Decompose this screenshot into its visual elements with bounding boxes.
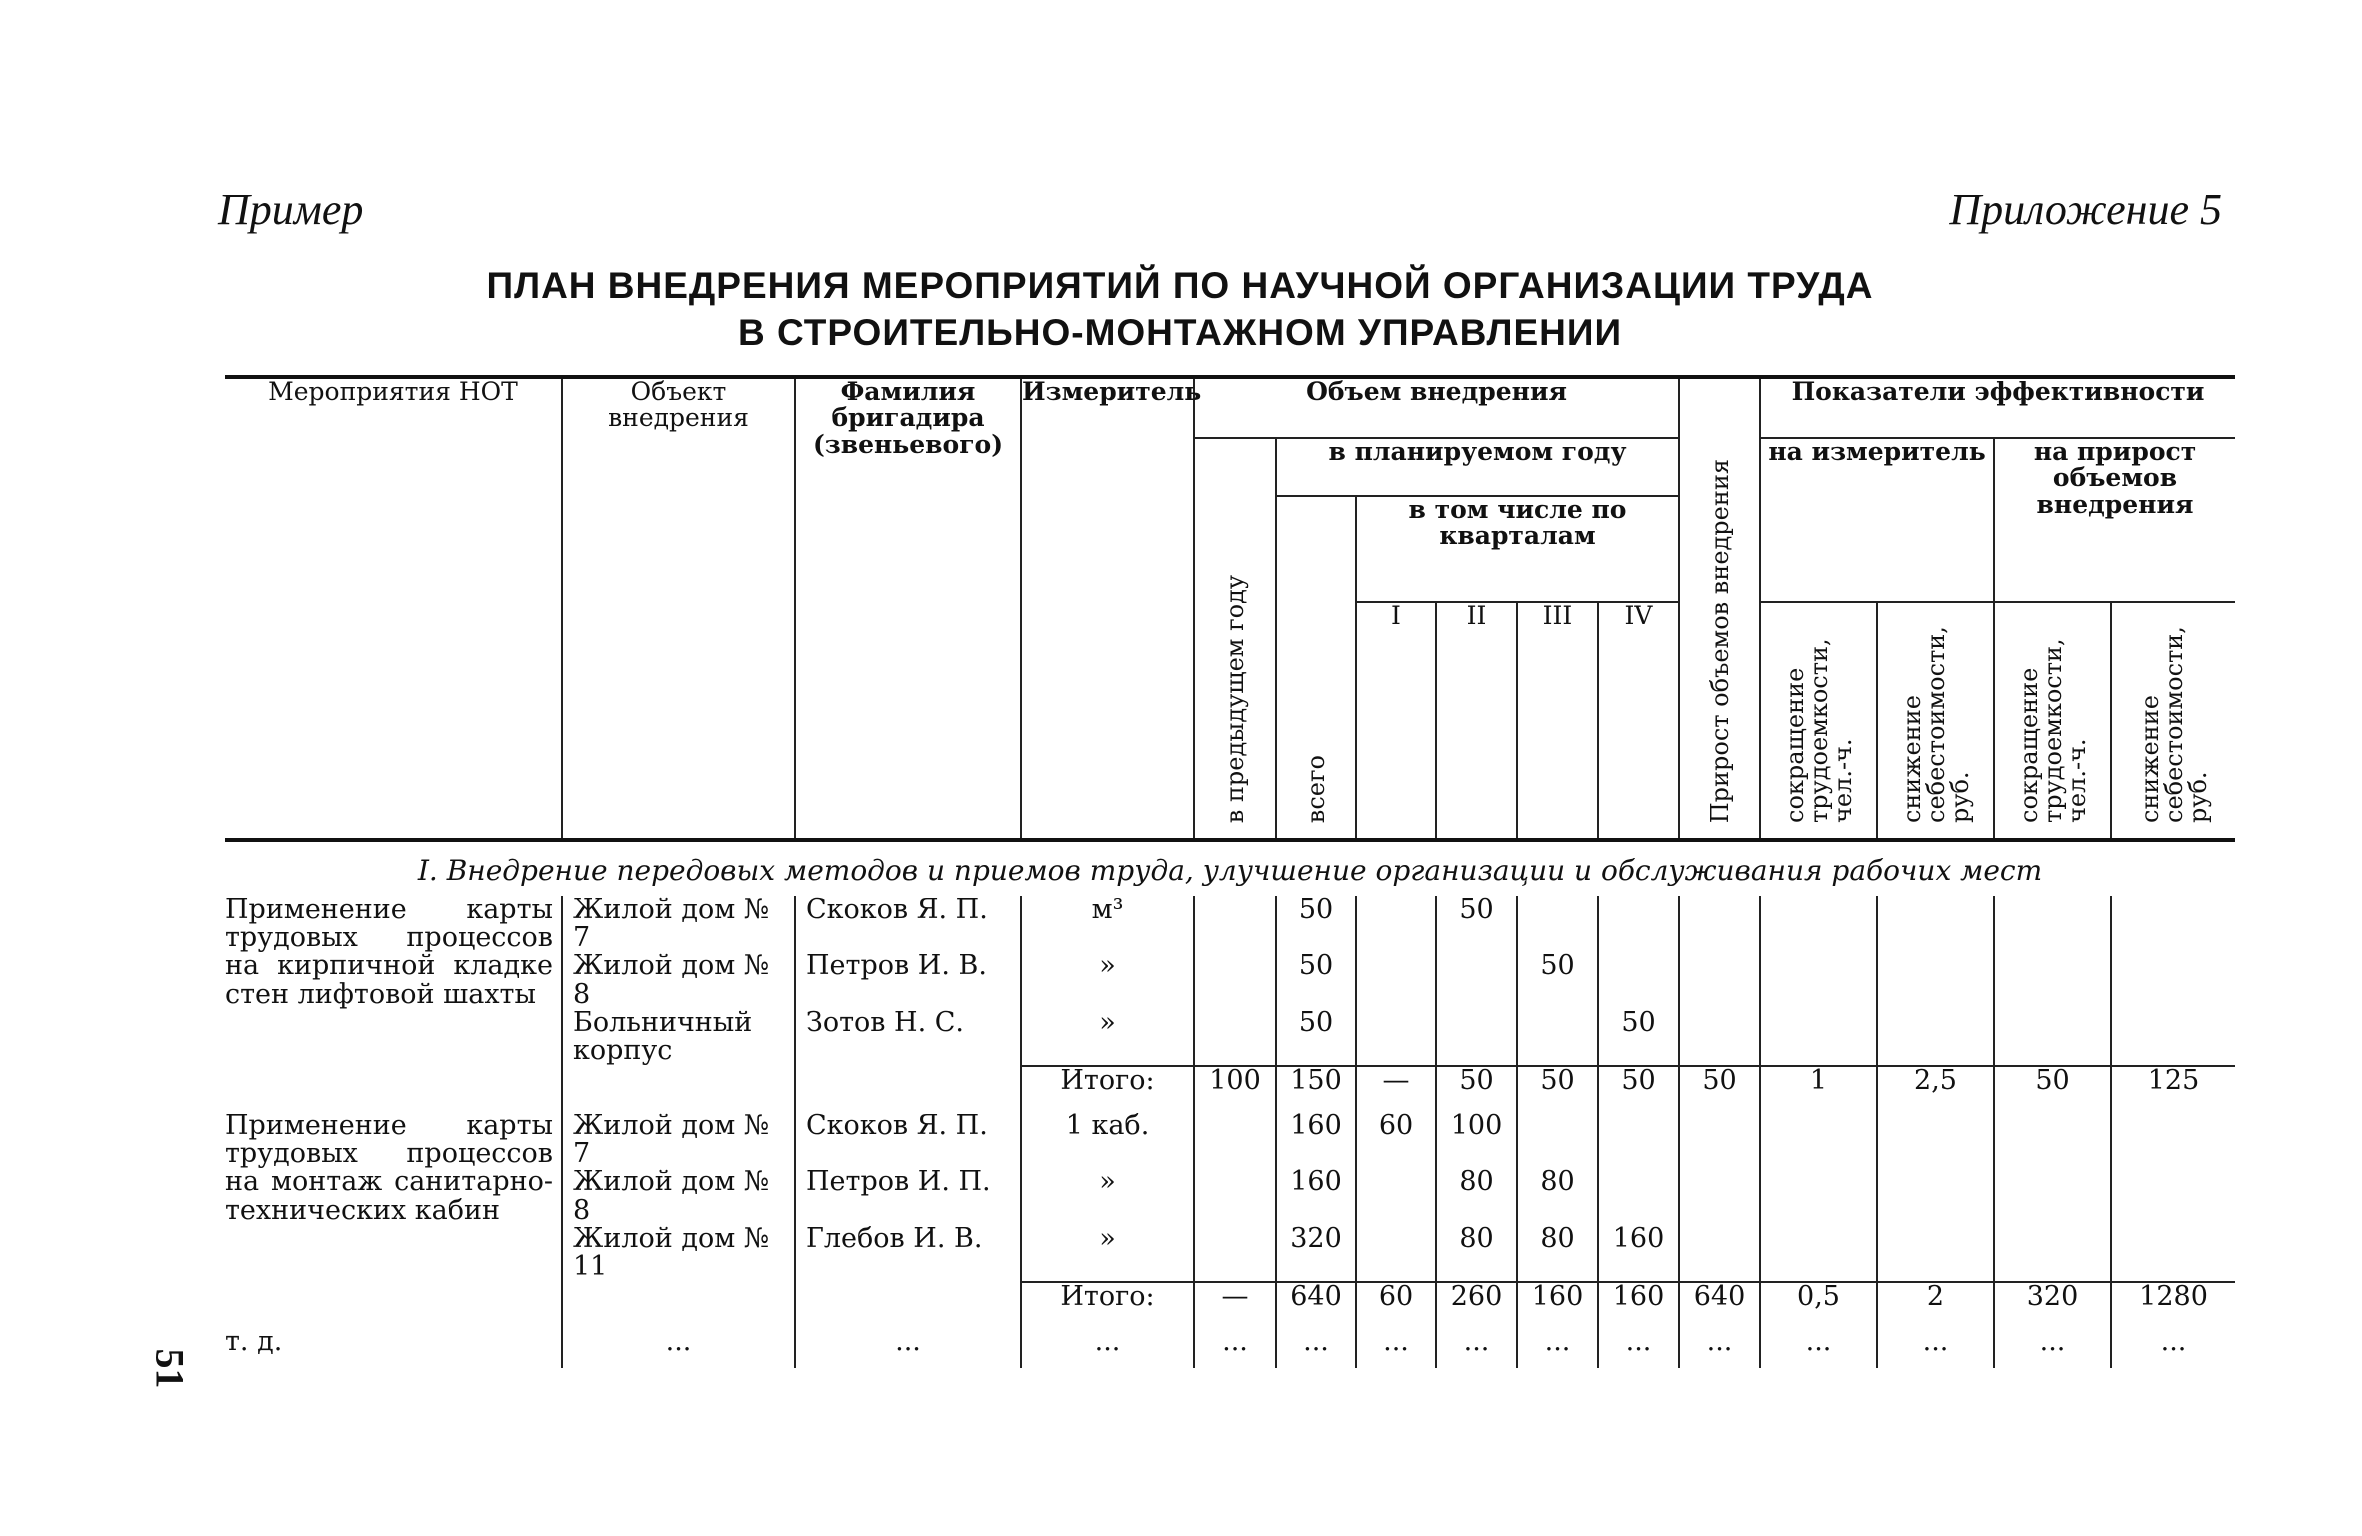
col-labor-unit (1760, 602, 1877, 840)
total-cell: 160 (1276, 1168, 1356, 1225)
table-body (225, 840, 2235, 1368)
empty-cell (225, 1066, 562, 1112)
col-activity: Мероприятия НОТ (225, 377, 562, 840)
ellipsis-cell: ... (1760, 1328, 1877, 1368)
table-header (225, 377, 2235, 840)
empty-cell (1760, 952, 1877, 1009)
ellipsis-cell: ... (1356, 1328, 1436, 1368)
etc-row (225, 1328, 2235, 1368)
empty-cell (1679, 1225, 1760, 1282)
col-planned-year: в планируемом году (1276, 438, 1679, 496)
total-cost-unit-cell: 2,5 (1877, 1066, 1994, 1112)
total-q2-cell: 260 (1436, 1282, 1517, 1328)
empty-cell (1877, 1112, 1994, 1169)
col-q3: III (1517, 602, 1598, 840)
ellipsis-cell: ... (1994, 1328, 2111, 1368)
ellipsis-cell: ... (795, 1328, 1021, 1368)
section-title: I. Внедрение передовых методов и приемов труда, улучшение организации и обслуживания рабочих мест (417, 854, 2043, 888)
empty-cell (1760, 896, 1877, 953)
q4-cell: 160 (1598, 1225, 1679, 1282)
total-q3-cell: 160 (1517, 1282, 1598, 1328)
total-cost-unit-cell: 2 (1877, 1282, 1994, 1328)
total-prev-cell: 100 (1194, 1066, 1276, 1112)
q2-cell: 80 (1436, 1168, 1517, 1225)
empty-cell (1877, 1225, 1994, 1282)
prev-cell (1194, 1112, 1276, 1169)
total-q1-cell: — (1356, 1066, 1436, 1112)
empty-cell (1760, 1168, 1877, 1225)
foreman-cell: Глебов И. В. (795, 1225, 1021, 1282)
unit-cell: 1 каб. (1021, 1112, 1194, 1169)
col-efficiency-group: Показатели эффективности (1760, 377, 2235, 438)
ellipsis-cell: ... (1436, 1328, 1517, 1368)
total-cell: 320 (1276, 1225, 1356, 1282)
q3-cell (1517, 1112, 1598, 1169)
q2-cell (1436, 952, 1517, 1009)
empty-cell (1877, 1009, 1994, 1066)
empty-cell (1679, 896, 1760, 953)
unit-cell: » (1021, 1009, 1194, 1066)
q3-cell: 80 (1517, 1225, 1598, 1282)
empty-cell (1994, 1112, 2111, 1169)
empty-cell (1760, 1009, 1877, 1066)
col-cost-growth (2111, 602, 2235, 840)
total-prev-cell: — (1194, 1282, 1276, 1328)
empty-cell (1760, 1112, 1877, 1169)
total-growth-cell: 640 (1679, 1282, 1760, 1328)
col-prev-year-label: в предыдущем году (1221, 574, 1249, 823)
col-q4: IV (1598, 602, 1679, 840)
empty-cell (2111, 1168, 2235, 1225)
col-growth-label: Прирост объемов внедрения (1705, 458, 1734, 823)
col-labor-growth-label: сокращение трудоемкости, чел.-ч. (2014, 638, 2091, 823)
activity-cell: Применение карты трудовых процессов на кирпичной кладке стен лифтовой шахты (225, 893, 553, 1010)
ellipsis-cell: ... (1194, 1328, 1276, 1368)
empty-cell (1994, 1009, 2111, 1066)
object-cell: Жилой дом № 11 (562, 1225, 795, 1282)
q1-cell (1356, 952, 1436, 1009)
q2-cell: 80 (1436, 1225, 1517, 1282)
total-row (225, 1066, 2235, 1112)
q3-cell (1517, 1009, 1598, 1066)
etc-label: т. д. (225, 1325, 283, 1357)
empty-cell (1994, 896, 2111, 953)
col-labor-unit-label: сокращение трудоемкости, чел.-ч. (1780, 638, 1857, 823)
object-cell: Жилой дом № 7 (562, 1112, 795, 1169)
empty-cell (795, 1282, 1021, 1328)
total-labor-unit-cell: 0,5 (1760, 1282, 1877, 1328)
total-cost-growth-cell: 125 (2111, 1066, 2235, 1112)
q2-cell: 50 (1436, 896, 1517, 953)
foreman-cell: Скоков Я. П. (795, 896, 1021, 953)
q4-cell (1598, 896, 1679, 953)
col-unit: Измеритель (1021, 377, 1194, 840)
empty-cell (2111, 896, 2235, 953)
foreman-cell: Скоков Я. П. (795, 1112, 1021, 1169)
activity-cell: Применение карты трудовых процессов на монтаж санитарно-технических кабин (225, 1109, 553, 1226)
ellipsis-cell: ... (1598, 1328, 1679, 1368)
ellipsis-cell: ... (1021, 1328, 1194, 1368)
q2-cell (1436, 1009, 1517, 1066)
empty-cell (1877, 1168, 1994, 1225)
prev-cell (1194, 896, 1276, 953)
total-cell: 160 (1276, 1112, 1356, 1169)
empty-cell (225, 1282, 562, 1328)
empty-cell (562, 1066, 795, 1112)
ellipsis-cell: ... (2111, 1328, 2235, 1368)
total-row (225, 1282, 2235, 1328)
q3-cell (1517, 896, 1598, 953)
total-labor-unit-cell: 1 (1760, 1066, 1877, 1112)
empty-cell (1679, 1168, 1760, 1225)
total-q1-cell: 60 (1356, 1282, 1436, 1328)
col-labor-growth (1994, 602, 2111, 840)
object-cell: Жилой дом № 7 (562, 896, 795, 953)
ellipsis-cell: ... (1517, 1328, 1598, 1368)
col-volume-group: Объем внедрения (1194, 377, 1679, 438)
empty-cell (1679, 1009, 1760, 1066)
col-prev-year (1194, 438, 1276, 840)
table-row (225, 896, 2235, 953)
empty-cell (2111, 1112, 2235, 1169)
col-total (1276, 496, 1356, 840)
ellipsis-cell: ... (562, 1328, 795, 1368)
empty-cell (1760, 1225, 1877, 1282)
total-total-cell: 640 (1276, 1282, 1356, 1328)
col-q2: II (1436, 602, 1517, 840)
col-cost-unit (1877, 602, 1994, 840)
page-number: 51 (147, 1348, 193, 1389)
empty-cell (2111, 1225, 2235, 1282)
q1-cell (1356, 1168, 1436, 1225)
foreman-cell: Петров И. П. (795, 1168, 1021, 1225)
empty-cell (1994, 1225, 2111, 1282)
q4-cell: 50 (1598, 1009, 1679, 1066)
table-row (225, 1112, 2235, 1169)
unit-cell: » (1021, 1225, 1194, 1282)
q4-cell (1598, 1168, 1679, 1225)
q4-cell (1598, 952, 1679, 1009)
q2-cell: 100 (1436, 1112, 1517, 1169)
q3-cell: 50 (1517, 952, 1598, 1009)
prev-cell (1194, 1168, 1276, 1225)
total-cost-growth-cell: 1280 (2111, 1282, 2235, 1328)
col-foreman: Фамилия бригадира (звеньевого) (795, 377, 1021, 840)
total-label: Итого: (1021, 1282, 1194, 1328)
total-q2-cell: 50 (1436, 1066, 1517, 1112)
header-left-label: Пример (218, 185, 364, 234)
total-q4-cell: 50 (1598, 1066, 1679, 1112)
col-per-growth: на прирост объемов внедрения (1994, 438, 2235, 602)
empty-cell (1679, 952, 1760, 1009)
ellipsis-cell: ... (1679, 1328, 1760, 1368)
q1-cell: 60 (1356, 1112, 1436, 1169)
empty-cell (1679, 1112, 1760, 1169)
ellipsis-cell: ... (1276, 1328, 1356, 1368)
q1-cell (1356, 1009, 1436, 1066)
empty-cell (1994, 952, 2111, 1009)
empty-cell (1877, 952, 1994, 1009)
empty-cell (1877, 896, 1994, 953)
foreman-cell: Петров И. В. (795, 952, 1021, 1009)
object-cell: Больничный корпус (562, 1009, 795, 1066)
total-labor-growth-cell: 320 (1994, 1282, 2111, 1328)
ellipsis-cell: ... (1877, 1328, 1994, 1368)
total-cell: 50 (1276, 896, 1356, 953)
col-quarters-group: в том числе по кварталам (1356, 496, 1679, 602)
document-title-line-1: ПЛАН ВНЕДРЕНИЯ МЕРОПРИЯТИЙ ПО НАУЧНОЙ ОРГАНИЗАЦИИ ТРУДА (486, 265, 1874, 306)
total-label: Итого: (1021, 1066, 1194, 1112)
col-cost-growth-label: снижение себестоимости, руб. (2135, 626, 2212, 823)
total-labor-growth-cell: 50 (1994, 1066, 2111, 1112)
q1-cell (1356, 896, 1436, 953)
empty-cell (2111, 1009, 2235, 1066)
empty-cell (562, 1282, 795, 1328)
q1-cell (1356, 1225, 1436, 1282)
total-growth-cell: 50 (1679, 1066, 1760, 1112)
col-cost-unit-label: снижение себестоимости, руб. (1897, 626, 1974, 823)
col-object: Объект внедрения (562, 377, 795, 840)
unit-cell: м³ (1021, 896, 1194, 953)
prev-cell (1194, 1009, 1276, 1066)
total-cell: 50 (1276, 952, 1356, 1009)
document-title-line-2: В СТРОИТЕЛЬНО-МОНТАЖНОМ УПРАВЛЕНИИ (737, 312, 1623, 353)
total-cell: 50 (1276, 1009, 1356, 1066)
not-plan-table (225, 375, 2235, 1368)
object-cell: Жилой дом № 8 (562, 952, 795, 1009)
object-cell: Жилой дом № 8 (562, 1168, 795, 1225)
foreman-cell: Зотов Н. С. (795, 1009, 1021, 1066)
total-total-cell: 150 (1276, 1066, 1356, 1112)
unit-cell: » (1021, 952, 1194, 1009)
header-appendix-label: Приложение 5 (1949, 185, 2222, 234)
q4-cell (1598, 1112, 1679, 1169)
empty-cell (2111, 952, 2235, 1009)
col-per-unit: на измеритель (1760, 438, 1994, 602)
empty-cell (1994, 1168, 2111, 1225)
unit-cell: » (1021, 1168, 1194, 1225)
col-growth (1679, 377, 1760, 840)
empty-cell (795, 1066, 1021, 1112)
total-q4-cell: 160 (1598, 1282, 1679, 1328)
col-total-label: всего (1302, 754, 1330, 823)
total-q3-cell: 50 (1517, 1066, 1598, 1112)
prev-cell (1194, 1225, 1276, 1282)
prev-cell (1194, 952, 1276, 1009)
col-q1: I (1356, 602, 1436, 840)
q3-cell: 80 (1517, 1168, 1598, 1225)
